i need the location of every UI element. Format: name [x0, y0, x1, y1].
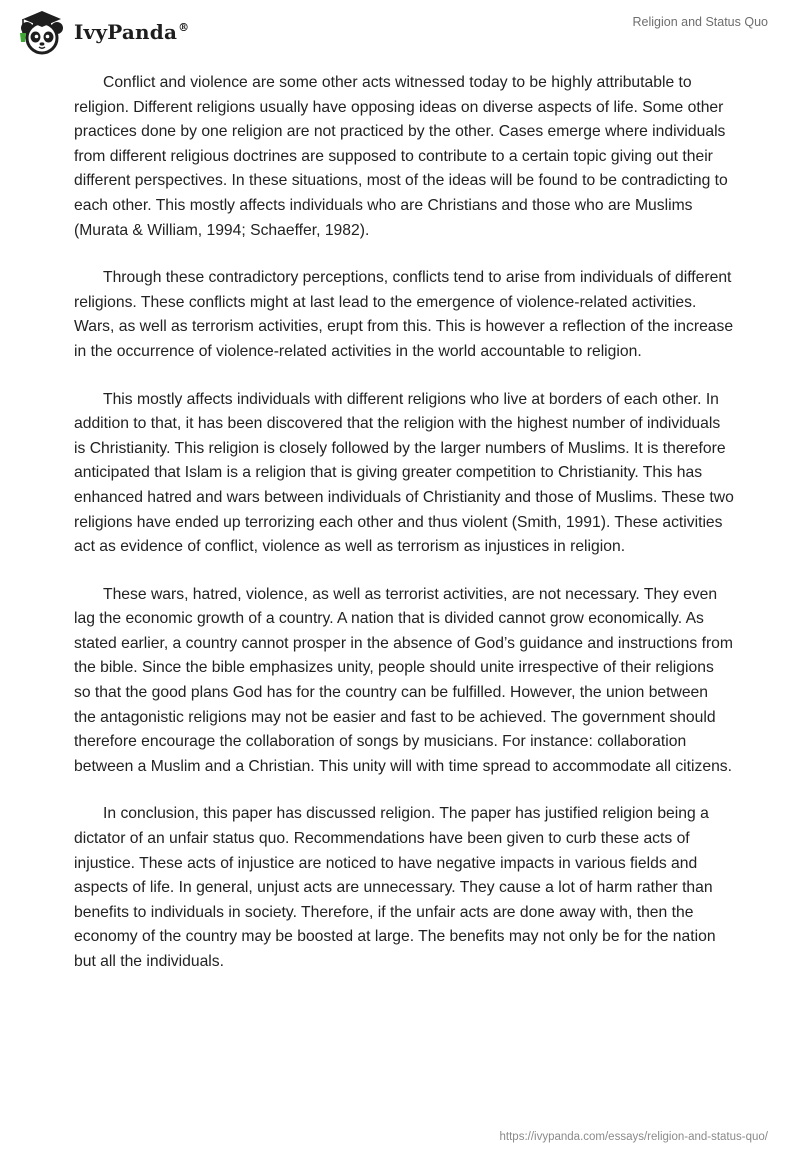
registered-mark: ®: [178, 21, 190, 35]
paragraph: This mostly affects individuals with different religions who live at borders of each other. In addition to that, it has been discovered that the religion with the highest number of individuals is Christianity. This religion is closely followed by the larger numbers of Muslims. It is therefore anticipated that Islam is a religion that is giving greater competition to Christianity. This has enhanced hatred and wars between individuals of Christianity and those of Muslims. These two religions have ended up terrorizing each other and thus violent (Smith, 1991). These activities act as evidence of conflict, violence as well as terrorism as injustices in religion.: [74, 390, 734, 556]
panda-graduate-icon: [14, 8, 70, 56]
brand-name: IvyPanda®: [74, 20, 190, 44]
paragraph: These wars, hatred, violence, as well as terrorist activities, are not necessary. They even lag the economic growth of a country. A nation that is divided cannot grow economically. As stated earlier, a country cannot prosper in the absence of God’s guidance and instructions from the bible. Since the bible emphasizes unity, people should unite irrespective of their religions so that the good plans God has for the country can be fulfilled. However, the union between the antagonistic religions may not be easier and fast to be achieved. The government should therefore encourage the collaboration of songs by musicians. For instance: collaboration between a Muslim and a Christian. This unity will with time spread to accommodate all citizens.: [74, 585, 733, 775]
ivypanda-logo[interactable]: [14, 8, 189, 56]
source-url-link[interactable]: https://ivypanda.com/essays/religion-and-status-quo/: [499, 1131, 768, 1143]
document-title: Religion and Status Quo: [632, 15, 768, 29]
paragraph: In conclusion, this paper has discussed religion. The paper has justified religion being a dictator of an unfair status quo. Recommendations have been given to curb these acts of injustice. These acts of injustice are noticed to have negative impacts in various fields and aspects of life. In general, unjust acts are unnecessary. They cause a lot of harm rather than benefits to individuals in society. Therefore, if the unfair acts are done away with, then the economy of the country may be boosted at large. The benefits may not only be for the nation but all the individuals.: [74, 805, 716, 970]
essay-body: [74, 71, 734, 998]
paragraph: Conflict and violence are some other acts witnessed today to be highly attributable to religion. Different religions usually have opposing ideas on diverse aspects of life. Some other practices done by one religion are not practiced by the other. Cases emerge where individuals from different religious doctrines are supposed to contribute to a certain topic giving out their different perspectives. In these situations, most of the ideas will be found to be contradicting to each other. This mostly affects individuals who are Christians and those who are Muslims (Murata & William, 1994; Schaeffer, 1982).: [74, 74, 728, 239]
paragraph: Through these contradictory perceptions, conflicts tend to arise from individuals of different religions. These conflicts might at last lead to the emergence of violence-related activities. Wars, as well as terrorism activities, erupt from this. This is however a reflection of the increase in the occurrence of violence-related activities in the world accountable to religion.: [74, 269, 734, 360]
page-header: [0, 0, 800, 64]
